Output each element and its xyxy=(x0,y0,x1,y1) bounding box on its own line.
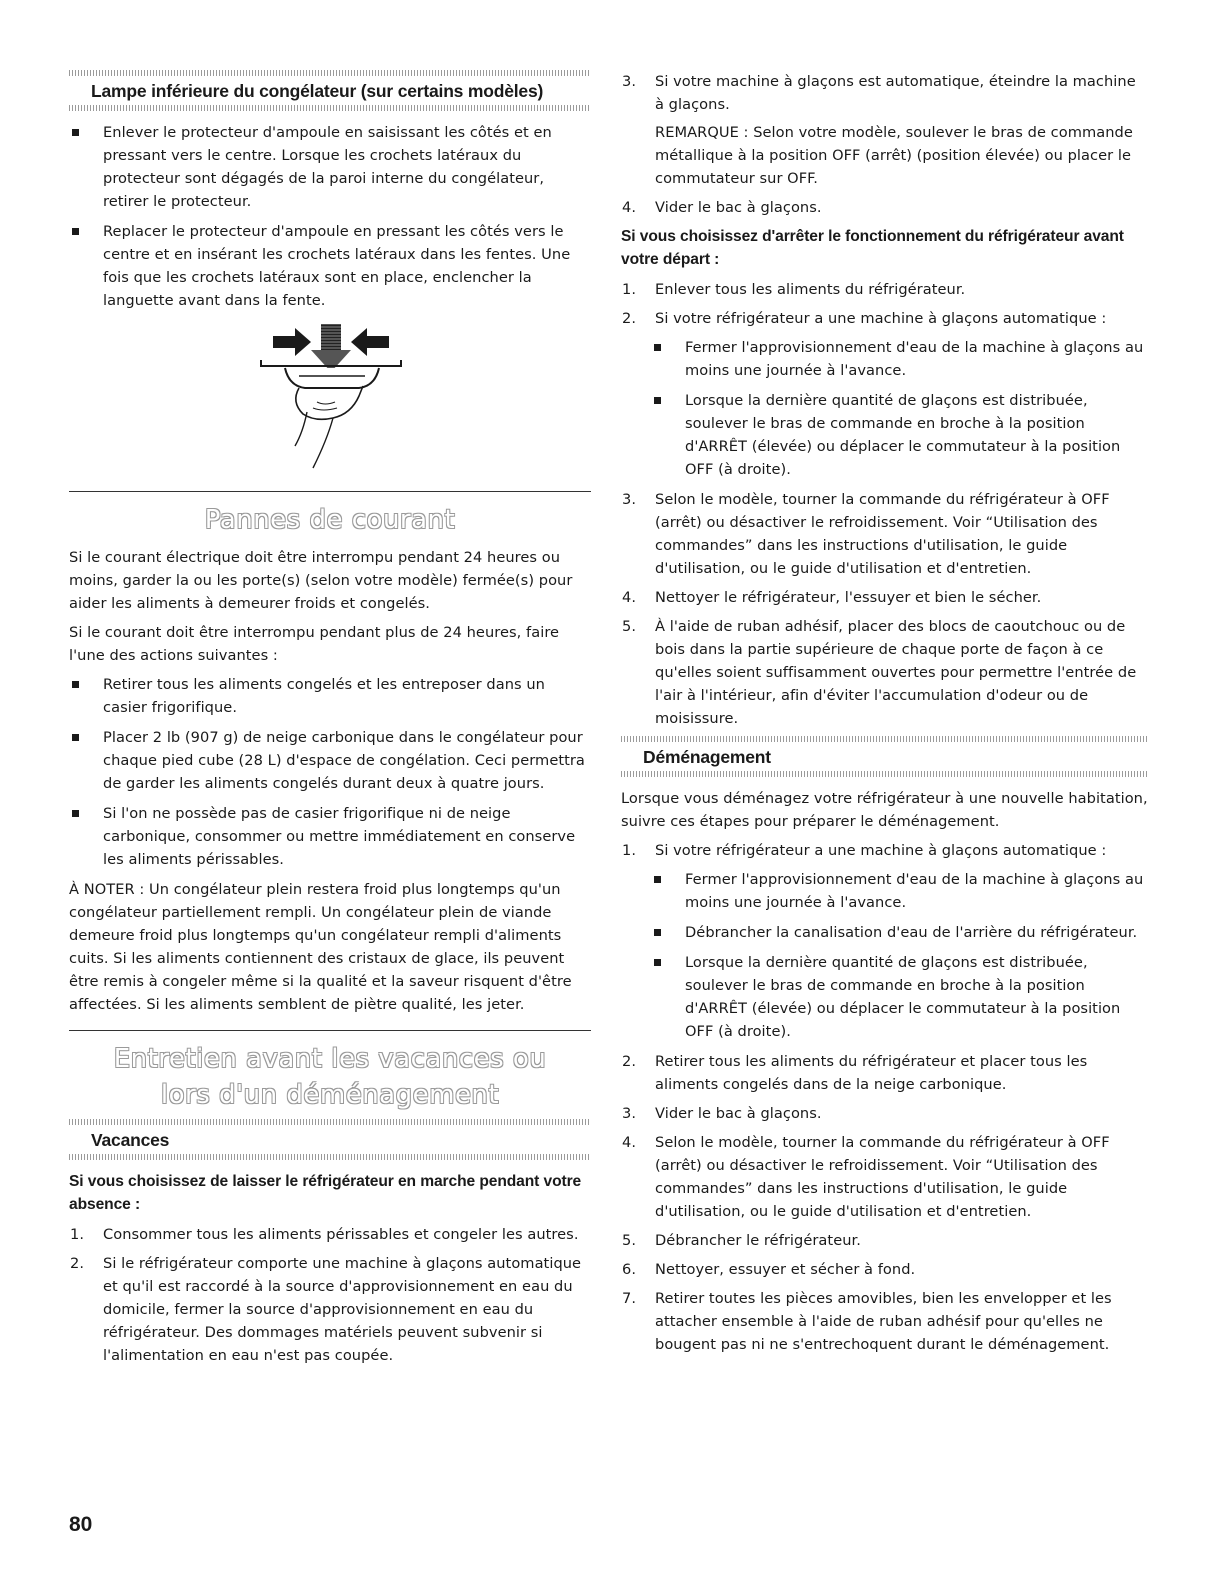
step-number: 2. xyxy=(622,1053,637,1070)
step-text: Retirer tous les aliments du réfrigérateur et placer tous les aliments congelés dans de la neige carbonique. xyxy=(655,1053,1088,1093)
step-text: Enlever tous les aliments du réfrigérateur. xyxy=(655,281,966,298)
step-text: Selon le modèle, tourner la commande du réfrigérateur à OFF (arrêt) ou désactiver le refroidissement. Voir “Utilisation des commandes” dans les instructions d'utilisation, le guide d'utilisation, ou le guide d'utilisation et d'entretien. xyxy=(655,1134,1110,1220)
numbered-step xyxy=(621,1229,1148,1252)
numbered-step xyxy=(621,307,1148,330)
lamp-cover-illustration xyxy=(69,322,591,477)
step-number: 1. xyxy=(622,842,637,859)
step-number: 3. xyxy=(622,73,637,90)
numbered-step xyxy=(621,1287,1148,1356)
step-text: Si votre réfrigérateur a une machine à glaçons automatique : xyxy=(655,842,1107,859)
numbered-step xyxy=(621,196,1148,219)
step-text: Si le réfrigérateur comporte une machine à glaçons automatique et qu'il est raccordé à la source d'approvisionnement en eau du domicile, fermer la source d'approvisionnement en eau du réfrigérateur. Des dommages matériels peuvent subvenir si l'alimentation en eau n'est pas coupée. xyxy=(103,1255,582,1364)
step-number: 6. xyxy=(622,1261,637,1278)
moving-intro: Lorsque vous déménagez votre réfrigérateur à une nouvelle habitation, suivre ces étapes pour préparer le déménagement. xyxy=(621,790,1148,830)
hatch-rule xyxy=(621,771,1148,777)
bullet-item: Lorsque la dernière quantité de glaçons est distribuée, soulever le bras de commande en broche à la position d'ARRÊT (élevée) ou déplacer le commutateur à la position OFF (à droite). xyxy=(651,951,1148,1043)
step-number: 1. xyxy=(70,1226,85,1243)
right-column xyxy=(621,70,1148,1362)
bullet-item: Replacer le protecteur d'ampoule en pressant les côtés vers le centre et en insérant les crochets latéraux dans les fentes. Une fois que les crochets latéraux sont en place, enclencher la languette avant dans la fente. xyxy=(69,220,591,312)
step-text: Vider le bac à glaçons. xyxy=(655,199,822,216)
vacation-section-header xyxy=(69,1119,591,1160)
step-number: 1. xyxy=(622,281,637,298)
step-number: 3. xyxy=(622,1105,637,1122)
turn-off-heading: Si vous choisissez d'arrêter le fonctionnement du réfrigérateur avant votre départ : xyxy=(621,228,1124,268)
step-text: Vider le bac à glaçons. xyxy=(655,1105,822,1122)
power-note: À NOTER : Un congélateur plein restera froid plus longtemps qu'un congélateur partiellement rempli. Un congélateur plein de viande demeure froid plus longtemps qu'un congélateur rempli d'aliments cuits. Si les aliments contiennent des cristaux de glace, ils peuvent être remis à congeler même si la qualité et la saveur risquent d'être affectées. Si les aliments semblent de piètre qualité, les jeter. xyxy=(69,881,572,1013)
numbered-step xyxy=(621,1258,1148,1281)
numbered-step xyxy=(621,586,1148,609)
numbered-step xyxy=(621,70,1148,190)
step-text: À l'aide de ruban adhésif, placer des blocs de caoutchouc ou de bois dans la partie supérieure de chaque porte de façon à ce qu'elles soient suffisamment ouvertes pour permettre l'entrée de l'air à l'intérieur, afin d'éviter l'accumulation d'odeur ou de moisissure. xyxy=(655,618,1137,727)
moving-title: Déménagement xyxy=(643,747,771,767)
vacation-title: Vacances xyxy=(91,1130,170,1150)
care-title-line-2: lors d'un déménagement xyxy=(160,1080,500,1110)
numbered-step xyxy=(621,1050,1148,1096)
power-outage-title: Pannes de courant xyxy=(204,505,456,535)
bullet-item: Fermer l'approvisionnement d'eau de la machine à glaçons au moins une journée à l'avance. xyxy=(651,868,1148,914)
step-number: 5. xyxy=(622,618,637,635)
step-number: 7. xyxy=(622,1290,637,1307)
step-number: 2. xyxy=(70,1255,85,1272)
bullet-item: Placer 2 lb (907 g) de neige carbonique dans le congélateur pour chaque pied cube (28 L) d'espace de congélation. Ceci permettra de garder les aliments congelés durant deux à quatre jours. xyxy=(69,726,591,795)
section-divider xyxy=(69,491,591,492)
care-title xyxy=(69,1041,591,1113)
step-number: 2. xyxy=(622,310,637,327)
step-text: Consommer tous les aliments périssables et congeler les autres. xyxy=(103,1226,579,1243)
step-number: 4. xyxy=(622,589,637,606)
arrow-left-icon xyxy=(351,328,389,356)
hand-pressing-cover-icon xyxy=(255,322,415,474)
power-paragraph-1: Si le courant électrique doit être interrompu pendant 24 heures ou moins, garder la ou les porte(s) (selon votre modèle) fermée(s) pour aider les aliments à demeurer froids et congelés. xyxy=(69,549,573,612)
bullet-item: Lorsque la dernière quantité de glaçons est distribuée, soulever le bras de commande en broche à la position d'ARRÊT (élevée) ou déplacer le commutateur à la position OFF (à droite). xyxy=(651,389,1148,481)
numbered-step xyxy=(69,1252,591,1367)
lamp-cover xyxy=(285,368,379,388)
bullet-item: Fermer l'approvisionnement d'eau de la machine à glaçons au moins une journée à l'avance. xyxy=(651,336,1148,382)
step-text: Si votre réfrigérateur a une machine à glaçons automatique : xyxy=(655,310,1107,327)
section-divider xyxy=(69,1030,591,1031)
bullet-item: Enlever le protecteur d'ampoule en saisissant les côtés et en pressant vers le centre. Lorsque les crochets latéraux du protecteur sont dégagés de la paroi interne du congélateur, retirer le protecteur. xyxy=(69,121,591,213)
numbered-step xyxy=(621,839,1148,862)
step-number: 5. xyxy=(622,1232,637,1249)
step-text: Si votre machine à glaçons est automatique, éteindre la machine à glaçons. xyxy=(655,73,1136,113)
left-column xyxy=(69,70,591,1373)
numbered-step xyxy=(621,278,1148,301)
lamp-section-title: Lampe inférieure du congélateur (sur certains modèles) xyxy=(91,81,544,101)
step-text: Nettoyer, essuyer et sécher à fond. xyxy=(655,1261,916,1278)
numbered-step xyxy=(621,488,1148,580)
step-remark: REMARQUE : Selon votre modèle, soulever le bras de commande métallique à la position OFF (arrêt) (position élevée) ou placer le commutateur sur OFF. xyxy=(655,124,1133,187)
arrow-right-icon xyxy=(273,328,311,356)
power-paragraph-2: Si le courant doit être interrompu pendant plus de 24 heures, faire l'une des actions suivantes : xyxy=(69,624,560,664)
step-number: 4. xyxy=(622,199,637,216)
numbered-step xyxy=(621,1102,1148,1125)
numbered-step xyxy=(69,1223,591,1246)
bullet-item: Débrancher la canalisation d'eau de l'arrière du réfrigérateur. xyxy=(651,921,1148,944)
care-title-line-1: Entretien avant les vacances ou xyxy=(113,1044,547,1074)
step-text: Débrancher le réfrigérateur. xyxy=(655,1232,861,1249)
hatch-rule xyxy=(69,1154,591,1160)
step-number: 3. xyxy=(622,491,637,508)
keep-running-heading: Si vous choisissez de laisser le réfrigérateur en marche pendant votre absence : xyxy=(69,1173,582,1213)
step-text: Nettoyer le réfrigérateur, l'essuyer et bien le sécher. xyxy=(655,589,1042,606)
step-text: Retirer toutes les pièces amovibles, bien les envelopper et les attacher ensemble à l'aide de ruban adhésif pour qu'elles ne bougent pas ni ne s'entrechoquent durant le déménagement. xyxy=(655,1290,1112,1353)
bullet-item: Si l'on ne possède pas de casier frigorifique ni de neige carbonique, consommer ou mettre immédiatement en conserve les aliments périssables. xyxy=(69,802,591,871)
numbered-step xyxy=(621,615,1148,730)
page-number: 80 xyxy=(69,1513,93,1536)
moving-section-header xyxy=(621,736,1148,777)
lamp-section-header xyxy=(69,70,591,111)
numbered-step xyxy=(621,1131,1148,1223)
step-text: Selon le modèle, tourner la commande du réfrigérateur à OFF (arrêt) ou désactiver le refroidissement. Voir “Utilisation des commandes” dans les instructions d'utilisation, le guide d'utilisation, ou le guide d'utilisation et d'entretien. xyxy=(655,491,1110,577)
bullet-item: Retirer tous les aliments congelés et les entreposer dans un casier frigorifique. xyxy=(69,673,591,719)
step-number: 4. xyxy=(622,1134,637,1151)
hatch-rule xyxy=(69,105,591,111)
